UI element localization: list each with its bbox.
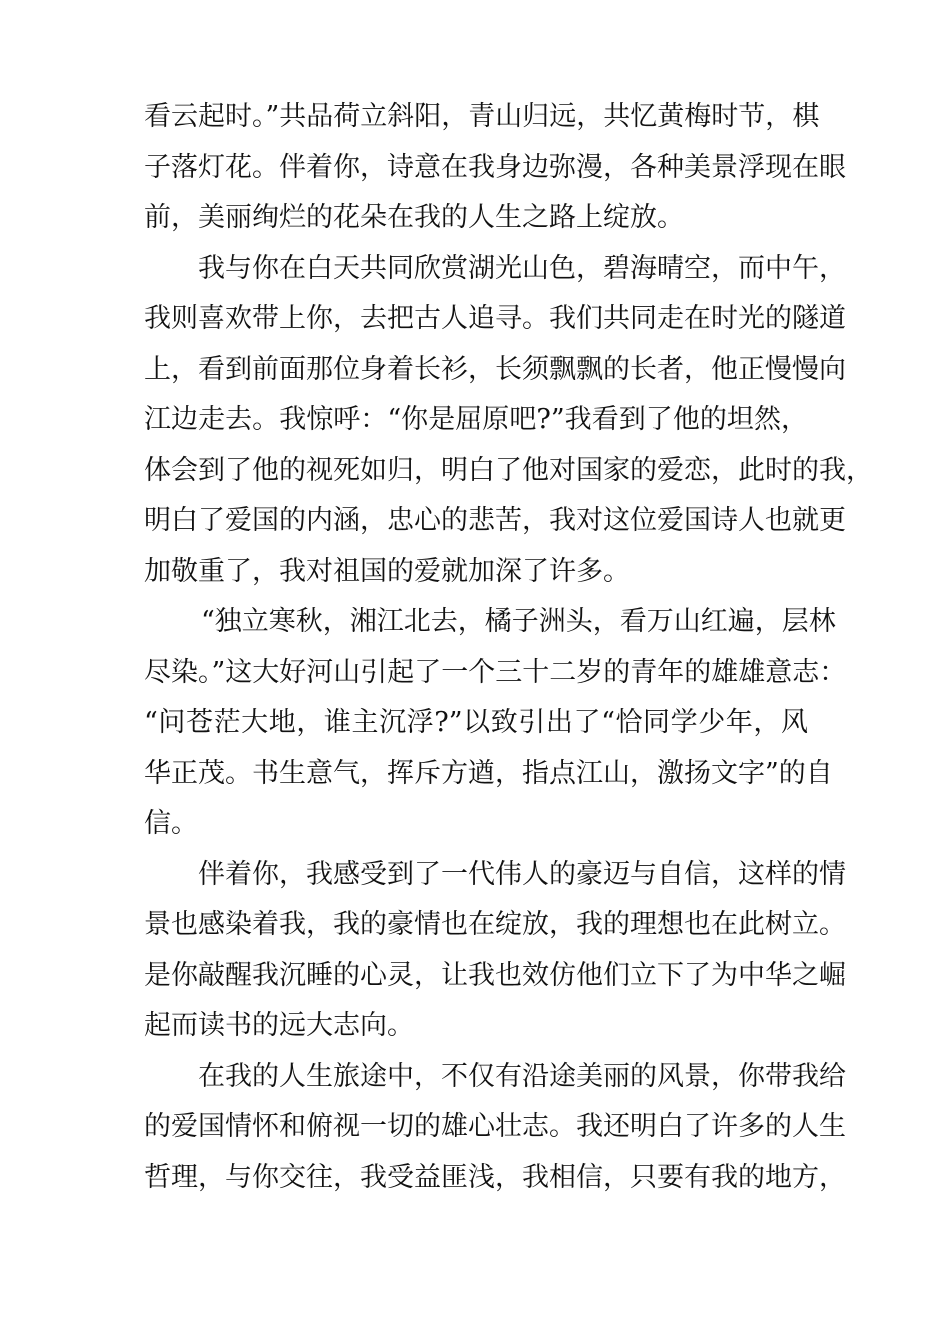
text-line: 哲理，与你交往，我受益匪浅，我相信，只要有我的地方， — [144, 1161, 846, 1193]
paragraph-3 — [144, 597, 847, 850]
text-line: 上，看到前面那位身着长衫，长须飘飘的长者，他正慢慢向 — [144, 353, 846, 385]
text-line: 华正茂。书生意气，挥斥方遒，指点江山，激扬文字”的自 — [144, 757, 833, 789]
text-line: 尽染。”这大好河山引起了一个三十二岁的青年的雄雄意志： — [144, 656, 847, 688]
text-line: 信。 — [144, 808, 198, 839]
text-line: 前，美丽绚烂的花朵在我的人生之路上绽放。 — [144, 202, 684, 233]
text-line: 伴着你，我感受到了一代伟人的豪迈与自信，这样的情 — [198, 858, 846, 890]
paragraph-5 — [144, 1052, 846, 1204]
text-line: 是你敲醒我沉睡的心灵，让我也效仿他们立下了为中华之崛 — [144, 959, 846, 991]
text-line: 我则喜欢带上你，去把古人追寻。我们共同走在时光的隧道 — [144, 303, 846, 334]
paragraph-1 — [144, 92, 846, 244]
text-line: 我与你在白天共同欣赏湖光山色，碧海晴空，而中午， — [198, 252, 846, 284]
paragraph-2 — [144, 244, 873, 598]
text-line: “问苍茫大地，谁主沉浮?”以致引出了“恰同学少年，风 — [144, 707, 808, 738]
text-line: 体会到了他的视死如归，明白了他对国家的爱恋，此时的我， — [144, 454, 873, 486]
paragraph-4 — [144, 850, 846, 1052]
text-line: 景也感染着我，我的豪情也在绽放，我的理想也在此树立。 — [144, 909, 846, 940]
text-line: 看云起时。”共品荷立斜阳，青山归远，共忆黄梅时节，棋 — [144, 101, 820, 132]
text-line: 明白了爱国的内涵，忠心的悲苦，我对这位爱国诗人也就更 — [144, 505, 846, 536]
text-line: 起而读书的远大志向。 — [144, 1010, 414, 1041]
text-line: 加敬重了，我对祖国的爱就加深了许多。 — [144, 555, 630, 587]
text-line: “独立寒秋，湘江北去，橘子洲头，看万山红遍，层林 — [201, 606, 836, 637]
text-line: 的爱国情怀和俯视一切的雄心壮志。我还明白了许多的人生 — [144, 1111, 846, 1142]
text-line: 在我的人生旅途中，不仅有沿途美丽的风景，你带我给 — [198, 1060, 846, 1092]
text-line: 子落灯花。伴着你，诗意在我身边弥漫，各种美景浮现在眼 — [144, 151, 846, 183]
document-body — [144, 92, 873, 1203]
text-line: 江边走去。我惊呼：“你是屈原吧?”我看到了他的坦然， — [144, 404, 808, 435]
